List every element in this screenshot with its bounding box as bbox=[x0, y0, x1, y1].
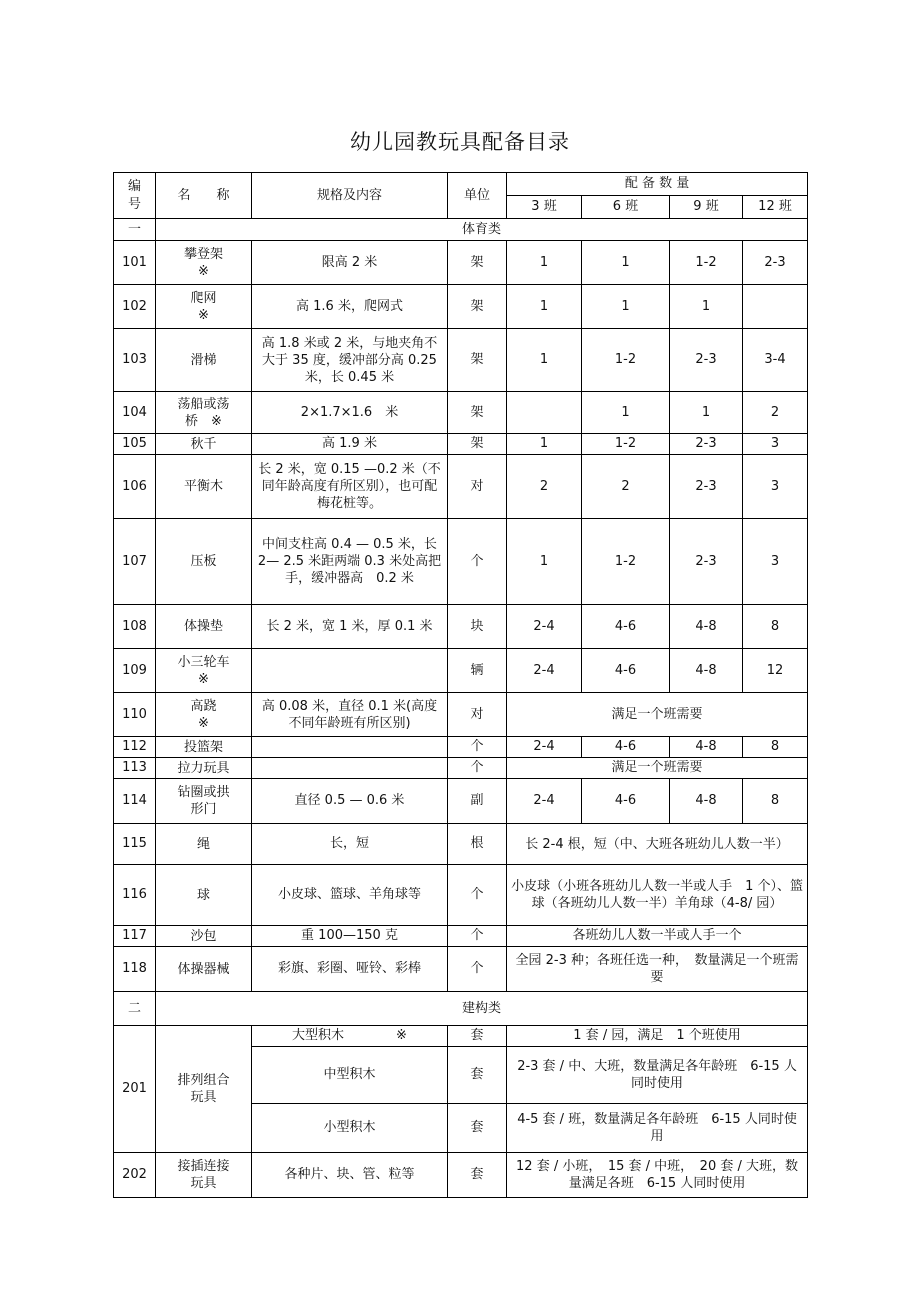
qty-c12: 3 bbox=[743, 519, 808, 605]
item-spec: 重 100—150 克 bbox=[252, 926, 448, 947]
item-no: 113 bbox=[114, 758, 156, 779]
qty-c12: 2 bbox=[743, 392, 808, 434]
item-no: 102 bbox=[114, 285, 156, 329]
qty-c6: 2 bbox=[582, 455, 670, 519]
qty-c9: 1 bbox=[670, 285, 743, 329]
qty-c9: 2-3 bbox=[670, 434, 743, 455]
table-row bbox=[114, 649, 808, 693]
item-unit: 副 bbox=[448, 779, 507, 824]
table-row bbox=[114, 693, 808, 737]
qty-c9: 2-3 bbox=[670, 519, 743, 605]
item-spec: 中型积木 bbox=[252, 1047, 448, 1104]
qty-c12: 2-3 bbox=[743, 241, 808, 285]
qty-c6: 1-2 bbox=[582, 434, 670, 455]
item-name: 压板 bbox=[156, 519, 252, 605]
item-unit: 块 bbox=[448, 605, 507, 649]
item-unit: 个 bbox=[448, 758, 507, 779]
item-spec: 彩旗、彩圈、哑铃、彩棒 bbox=[252, 947, 448, 992]
qty-c6: 4-6 bbox=[582, 737, 670, 758]
qty-c6: 1 bbox=[582, 392, 670, 434]
table-row bbox=[114, 241, 808, 285]
qty-c12: 3 bbox=[743, 434, 808, 455]
table-row bbox=[114, 329, 808, 392]
item-no: 103 bbox=[114, 329, 156, 392]
item-no: 114 bbox=[114, 779, 156, 824]
item-spec: 2×1.7×1.6 米 bbox=[252, 392, 448, 434]
item-name: 平衡木 bbox=[156, 455, 252, 519]
item-unit: 对 bbox=[448, 455, 507, 519]
qty-merged: 满足一个班需要 bbox=[507, 693, 808, 737]
header-12-classes: 12 班 bbox=[743, 196, 808, 219]
item-spec: 直径 0.5 — 0.6 米 bbox=[252, 779, 448, 824]
item-unit: 个 bbox=[448, 947, 507, 992]
qty-c6: 1 bbox=[582, 241, 670, 285]
qty-c6: 4-6 bbox=[582, 605, 670, 649]
qty-c12: 12 bbox=[743, 649, 808, 693]
qty-c6: 4-6 bbox=[582, 779, 670, 824]
qty-c12: 8 bbox=[743, 779, 808, 824]
qty-c3: 2-4 bbox=[507, 779, 582, 824]
header-qty: 配 备 数 量 bbox=[507, 173, 808, 196]
item-unit: 个 bbox=[448, 926, 507, 947]
item-name: 体操垫 bbox=[156, 605, 252, 649]
section-row-construction bbox=[114, 992, 808, 1026]
item-spec: 限高 2 米 bbox=[252, 241, 448, 285]
qty-merged: 小皮球（小班各班幼儿人数一半或人手 1 个）、篮球（各班幼儿人数一半）羊角球（4-8/ 园） bbox=[507, 865, 808, 926]
item-unit: 架 bbox=[448, 392, 507, 434]
item-unit: 根 bbox=[448, 824, 507, 865]
item-spec: 高 1.9 米 bbox=[252, 434, 448, 455]
section-row-sports bbox=[114, 219, 808, 241]
item-name: 钻圈或拱 形门 bbox=[156, 779, 252, 824]
item-name: 沙包 bbox=[156, 926, 252, 947]
item-no: 108 bbox=[114, 605, 156, 649]
qty-merged: 1 套 / 园，满足 1 个班使用 bbox=[507, 1026, 808, 1047]
item-name: 滑梯 bbox=[156, 329, 252, 392]
qty-c12: 3-4 bbox=[743, 329, 808, 392]
table-row bbox=[114, 434, 808, 455]
item-name: 接插连接 玩具 bbox=[156, 1153, 252, 1198]
qty-c12: 3 bbox=[743, 455, 808, 519]
item-spec: 长 2 米，宽 0.15 —0.2 米（不同年龄高度有所区别），也可配梅花桩等。 bbox=[252, 455, 448, 519]
item-unit: 个 bbox=[448, 737, 507, 758]
item-spec: 高 0.08 米，直径 0.1 米(高度不同年龄班有所区别) bbox=[252, 693, 448, 737]
qty-c9: 1 bbox=[670, 392, 743, 434]
item-no: 105 bbox=[114, 434, 156, 455]
item-no: 112 bbox=[114, 737, 156, 758]
qty-c12: 8 bbox=[743, 737, 808, 758]
qty-c9: 4-8 bbox=[670, 779, 743, 824]
item-no: 116 bbox=[114, 865, 156, 926]
section-title: 建构类 bbox=[156, 992, 808, 1026]
table-row bbox=[114, 1026, 808, 1047]
item-spec: 高 1.6 米，爬网式 bbox=[252, 285, 448, 329]
item-name: 球 bbox=[156, 865, 252, 926]
item-no: 101 bbox=[114, 241, 156, 285]
item-name: 攀登架 ※ bbox=[156, 241, 252, 285]
item-spec bbox=[252, 649, 448, 693]
qty-merged: 满足一个班需要 bbox=[507, 758, 808, 779]
item-name: 爬网 ※ bbox=[156, 285, 252, 329]
item-unit: 套 bbox=[448, 1026, 507, 1047]
item-unit: 架 bbox=[448, 434, 507, 455]
qty-c9: 4-8 bbox=[670, 649, 743, 693]
qty-merged: 长 2-4 根，短（中、大班各班幼儿人数一半） bbox=[507, 824, 808, 865]
equipment-table bbox=[113, 172, 808, 1198]
qty-c6: 1-2 bbox=[582, 329, 670, 392]
table-row bbox=[114, 737, 808, 758]
table-row bbox=[114, 865, 808, 926]
table-row bbox=[114, 758, 808, 779]
item-unit: 个 bbox=[448, 519, 507, 605]
header-no: 编 号 bbox=[114, 173, 156, 219]
item-spec: 小型积木 bbox=[252, 1104, 448, 1153]
qty-c3: 1 bbox=[507, 434, 582, 455]
item-unit: 架 bbox=[448, 329, 507, 392]
table-row bbox=[114, 392, 808, 434]
item-spec: 大型积木 ※ bbox=[252, 1026, 448, 1047]
header-spec: 规格及内容 bbox=[252, 173, 448, 219]
item-spec: 各种片、块、管、粒等 bbox=[252, 1153, 448, 1198]
header-6-classes: 6 班 bbox=[582, 196, 670, 219]
qty-c9: 4-8 bbox=[670, 737, 743, 758]
item-no: 106 bbox=[114, 455, 156, 519]
qty-c3: 1 bbox=[507, 285, 582, 329]
item-unit: 架 bbox=[448, 285, 507, 329]
table-row bbox=[114, 926, 808, 947]
table-row bbox=[114, 947, 808, 992]
table-row bbox=[114, 605, 808, 649]
qty-c6: 1-2 bbox=[582, 519, 670, 605]
item-unit: 辆 bbox=[448, 649, 507, 693]
item-no: 117 bbox=[114, 926, 156, 947]
item-no: 202 bbox=[114, 1153, 156, 1198]
item-no: 110 bbox=[114, 693, 156, 737]
item-spec: 长，短 bbox=[252, 824, 448, 865]
qty-merged: 各班幼儿人数一半或人手一个 bbox=[507, 926, 808, 947]
item-unit: 套 bbox=[448, 1104, 507, 1153]
table-row bbox=[114, 455, 808, 519]
item-spec bbox=[252, 737, 448, 758]
table-row bbox=[114, 285, 808, 329]
item-no: 201 bbox=[114, 1026, 156, 1153]
qty-c3: 1 bbox=[507, 329, 582, 392]
qty-merged: 4-5 套 / 班，数量满足各年龄班 6-15 人同时使用 bbox=[507, 1104, 808, 1153]
item-no: 104 bbox=[114, 392, 156, 434]
qty-c9: 2-3 bbox=[670, 455, 743, 519]
item-no: 107 bbox=[114, 519, 156, 605]
item-unit: 个 bbox=[448, 865, 507, 926]
item-unit: 对 bbox=[448, 693, 507, 737]
qty-c12 bbox=[743, 285, 808, 329]
item-spec bbox=[252, 758, 448, 779]
item-name: 小三轮车 ※ bbox=[156, 649, 252, 693]
qty-c3: 2-4 bbox=[507, 649, 582, 693]
item-spec: 高 1.8 米或 2 米，与地夹角不大于 35 度，缓冲部分高 0.25 米，长 0.45 米 bbox=[252, 329, 448, 392]
item-no: 109 bbox=[114, 649, 156, 693]
item-name: 投篮架 bbox=[156, 737, 252, 758]
table-row bbox=[114, 519, 808, 605]
section-no: 一 bbox=[114, 219, 156, 241]
table-row bbox=[114, 824, 808, 865]
qty-c3: 1 bbox=[507, 519, 582, 605]
item-spec: 长 2 米，宽 1 米，厚 0.1 米 bbox=[252, 605, 448, 649]
qty-merged: 全园 2-3 种；各班任选一种， 数量满足一个班需要 bbox=[507, 947, 808, 992]
table-row bbox=[114, 1153, 808, 1198]
section-title: 体育类 bbox=[156, 219, 808, 241]
qty-c9: 2-3 bbox=[670, 329, 743, 392]
item-spec: 小皮球、篮球、羊角球等 bbox=[252, 865, 448, 926]
qty-c6: 1 bbox=[582, 285, 670, 329]
item-no: 118 bbox=[114, 947, 156, 992]
page-title: 幼儿园教玩具配备目录 bbox=[350, 130, 570, 154]
item-no: 115 bbox=[114, 824, 156, 865]
item-name: 体操器械 bbox=[156, 947, 252, 992]
item-name: 高跷 ※ bbox=[156, 693, 252, 737]
item-name: 秋千 bbox=[156, 434, 252, 455]
item-unit: 架 bbox=[448, 241, 507, 285]
header-9-classes: 9 班 bbox=[670, 196, 743, 219]
qty-c3 bbox=[507, 392, 582, 434]
item-name: 排列组合 玩具 bbox=[156, 1026, 252, 1153]
header-name: 名 称 bbox=[156, 173, 252, 219]
item-name: 拉力玩具 bbox=[156, 758, 252, 779]
section-no: 二 bbox=[114, 992, 156, 1026]
table-row bbox=[114, 779, 808, 824]
qty-merged: 12 套 / 小班， 15 套 / 中班， 20 套 / 大班，数量满足各班 6-15 人同时使用 bbox=[507, 1153, 808, 1198]
qty-c3: 2 bbox=[507, 455, 582, 519]
qty-c9: 1-2 bbox=[670, 241, 743, 285]
item-spec: 中间支柱高 0.4 — 0.5 米，长 2— 2.5 米距两端 0.3 米处高把手，缓冲器高 0.2 米 bbox=[252, 519, 448, 605]
qty-c9: 4-8 bbox=[670, 605, 743, 649]
qty-merged: 2-3 套 / 中、大班，数量满足各年龄班 6-15 人同时使用 bbox=[507, 1047, 808, 1104]
header-unit: 单位 bbox=[448, 173, 507, 219]
header-row bbox=[114, 173, 808, 196]
item-name: 荡船或荡 桥 ※ bbox=[156, 392, 252, 434]
qty-c3: 2-4 bbox=[507, 605, 582, 649]
qty-c12: 8 bbox=[743, 605, 808, 649]
qty-c3: 1 bbox=[507, 241, 582, 285]
qty-c6: 4-6 bbox=[582, 649, 670, 693]
item-unit: 套 bbox=[448, 1153, 507, 1198]
item-unit: 套 bbox=[448, 1047, 507, 1104]
header-3-classes: 3 班 bbox=[507, 196, 582, 219]
item-name: 绳 bbox=[156, 824, 252, 865]
qty-c3: 2-4 bbox=[507, 737, 582, 758]
